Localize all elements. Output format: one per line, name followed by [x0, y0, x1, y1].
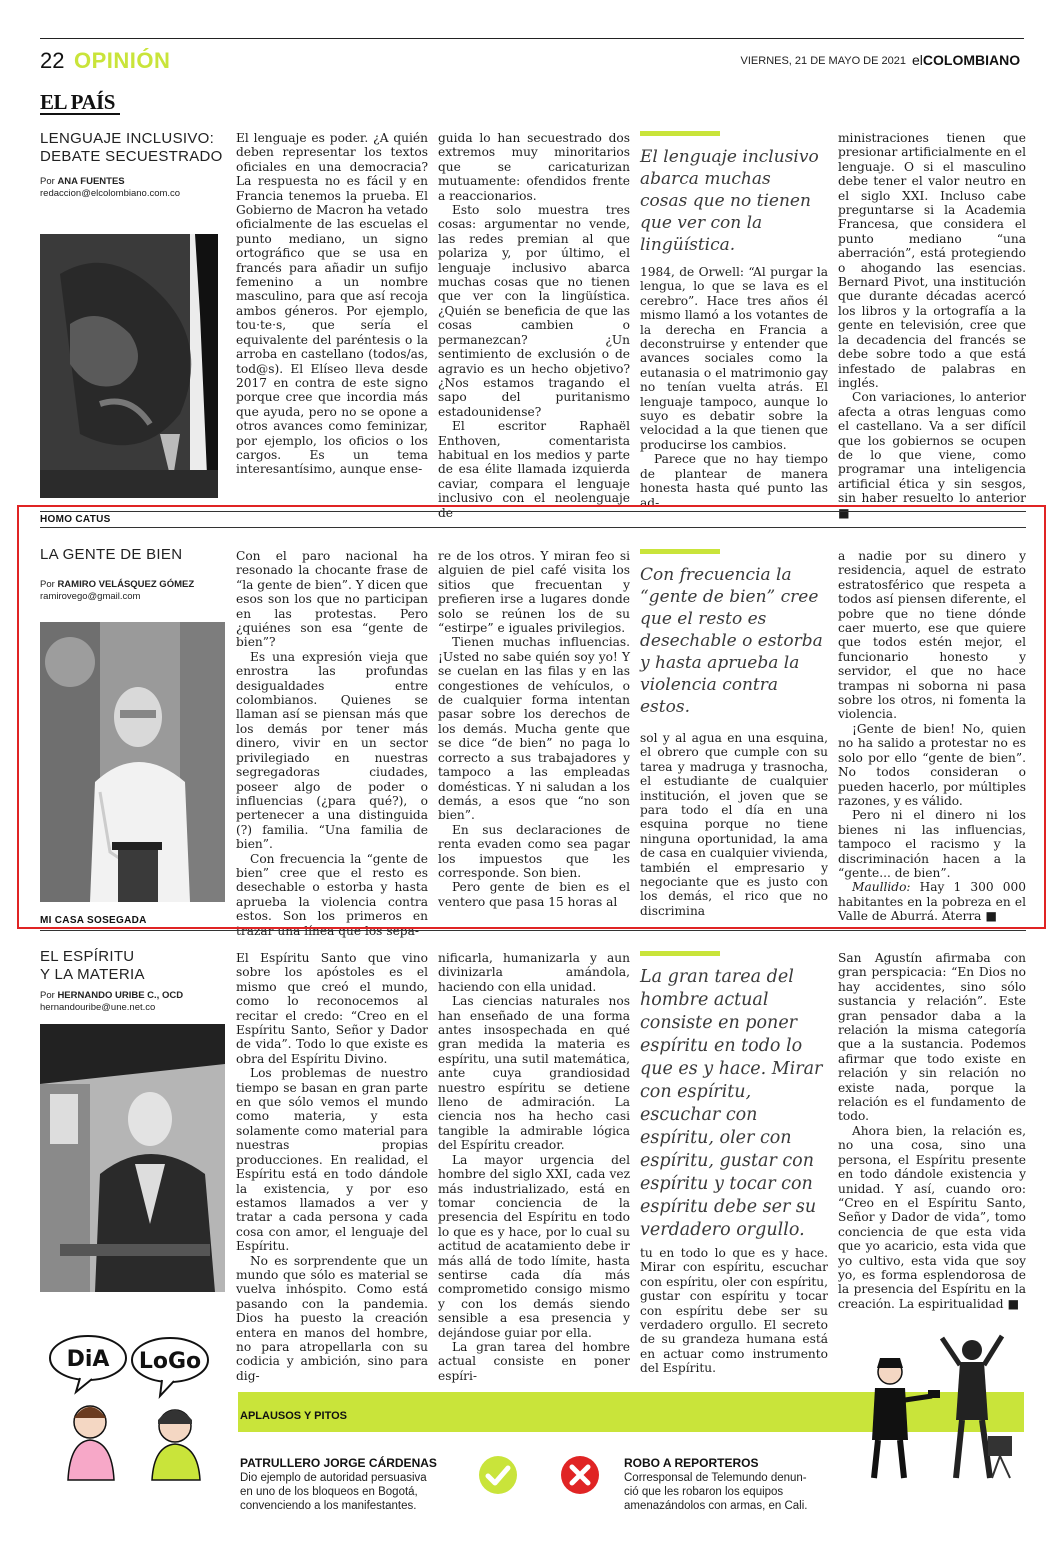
aplausos-good-text [240, 1471, 470, 1513]
article1-column3 [640, 265, 828, 510]
author-portrait-icon [40, 1024, 225, 1292]
article3-paragraph: La gran tarea del hombre actual consiste en poner espíri- [438, 1339, 630, 1383]
article2-paragraph: Tienen muchas influencias. ¡Usted no sabe quién soy yo! Y se cuelan en las filas y en las congestiones de vehículos, o de cualquier forma intentan pasar sobre los derechos de los demás. Mucha gente que se dice “de bien” no paga lo correcto a sus trabajadores y tampoco a las empleadas domésticas. Y ni saludan a los demás, a esos que “no son bien”. [438, 635, 630, 823]
dialogo-cartoon-icon [40, 1330, 225, 1480]
article1-paragraph: El escritor Raphaël Enthoven, comentarista habitual en los medios y parte de esa élite llamada izquierda caviar, compara el lenguaje inclusivo con el neolenguaje de [438, 419, 630, 520]
article2-author: RAMIRO VELÁSQUEZ GÓMEZ [57, 579, 195, 590]
article3-paragraph: Las ciencias naturales nos han enseñado de una forma antes insospechada en qué gran medida la materia es espíritu, una sutil matemática, ante cuya grandiosidad nuestro espíritu se detiene lleno de admiración. La ciencia nos ha hecho casi tangible la admirable lógica del Espíritu creador. [438, 994, 630, 1153]
article1-email[interactable]: redaccion@elcolombiano.com.co [40, 188, 181, 199]
article3-column1 [236, 951, 428, 1383]
aplausos-good-line: Dio ejemplo de autoridad persuasiva [240, 1472, 427, 1484]
article2-by: Por [40, 579, 58, 590]
article1-title [40, 130, 225, 166]
article2-paragraph: a nadie por su dinero y residencia, aquel de estrato estratosférico que respeta a todos así piensen diferente, el pobre que no tiene dónde caer muerto, ese que quiere que todos estén mejor, el funcionario honesto y servidor, el que no hace trampas ni soborna ni pasa sobre los otros, ni fomenta la violencia. [838, 549, 1026, 722]
article3-by: Por [40, 990, 58, 1001]
dialogo-cartoon [40, 1330, 225, 1480]
article1-paragraph: guida lo han secuestrado dos extremos muy minoritarios que se caricaturizan mutuamente: ofendidos frente a reaccionarios. [438, 131, 630, 203]
article3-column4 [838, 951, 1026, 1311]
check-icon [478, 1455, 518, 1495]
top-rule [40, 38, 1024, 39]
article3-paragraph: No es sorprendente que un mundo que sólo es material se vuelva inhóspito. Como está pasando con la pandemia. Dios ha puesto la creación entera en manos del hombre, no para atropellarla con su codicia y ambición, sino para dig- [236, 1253, 428, 1383]
article2-paragraph: Es una expresión vieja que enrostra las profundas desigualdades entre colombianos. Quienes se llaman así se piensan más que los demás por tener más dinero, vivir en un sector privilegiado en nuestras segregadoras ciudades, poseer algo de poder o influencias (¿para qué?), o pertenecer a una distinguida (?) familia. “Una familia de bien”. [236, 649, 428, 852]
maullido-label: Maullido: [852, 880, 911, 895]
article3-pull-quote: La gran tarea del hombre actual consiste en poner espíritu en todo lo que es y hace. Mirar con espíritu, escuchar con espíritu, oler con espíritu, gustar con espíritu y tocar con espíritu debe ser su verdadero orgullo. [640, 967, 823, 1240]
article3-title-line2: Y LA MATERIA [40, 966, 145, 983]
pen-portrait-illustration [40, 234, 218, 498]
article3-title-line1: EL ESPÍRITU [40, 948, 135, 965]
article3-paragraph: Ahora bien, la relación es, no una cosa, sino una persona, el Espíritu presente en todo dándole existencia y unidad. Y así, cuando oro: “Creo en el Espíritu Santo, Señor y Dador de vida”, tomo conciencia de que esta vida que yo acaricio, esta vida que yo cultivo, esta vida que soy yo, es forma esplendorosa de la presencia del Espíritu en la creación. La espiritualidad ■ [838, 1123, 1026, 1311]
article3-byline [40, 990, 235, 1014]
article3-author: HERNANDO URIBE C., OCD [57, 990, 184, 1001]
article2-paragraph: ¡Gente de bien! No, quien no ha salido a protestar no es solo por ello “gente de bien”. No todos consideran o pueden hacerlo, por múltiples razones, y es válido. [838, 721, 1026, 808]
article1-title-line2: DEBATE SECUESTRADO [40, 148, 223, 165]
issue-date: VIERNES, 21 DE MAYO DE 2021 [740, 55, 906, 67]
dialogo-word-a: DiA [66, 1347, 110, 1372]
cross-icon [560, 1455, 600, 1495]
article3-paragraph: El Espíritu Santo que vino sobre los apóstoles es el mismo que creó el mundo, como lo reconocemos al recitar el credo: “Creo en el Espíritu Santo, Señor y Dador de vida”. Todo lo que existe es obra del Espíritu Divino. [236, 951, 428, 1066]
source-logo: EL PAÍS [40, 90, 115, 114]
article1-quote-bar [640, 131, 720, 136]
page-number: 22 [40, 48, 65, 73]
article2-paragraph: re de los otros. Y miran feo si alguien de piel café visita los sitios que frecuentan y prefieren irse a lugares donde solo se reúnen los de su “estirpe” e iguales privilegios. [438, 549, 630, 636]
article3-paragraph: tu en todo lo que es y hace. Mirar con espíritu, escuchar con espíritu, oler con espíritu, gustar con espíritu y tocar con espíritu debe ser su verdadero orgullo. El secreto de su grandeza humana está en actuar como instrumento del Espíritu. [640, 1246, 828, 1376]
divider [40, 930, 1026, 931]
brand-main: COLOMBIANO [922, 52, 1021, 68]
aplausos-good-title: PATRULLERO JORGE CÁRDENAS [240, 1456, 437, 1470]
dialogo-word-b: LoGo [138, 1349, 202, 1374]
article1-pull-quote: El lenguaje inclusivo abarca muchas cosas que no tienen que ver con la lingüística. [640, 147, 819, 255]
article1-paragraph: ministraciones tienen que presionar artificialmente en el lenguaje. O si el masculino debe tener el valor neutro en el siglo XXI. Incluso cabe preguntarse si la Academia Francesa, que considera el punto mediano “una aberración”, está protegiendo o ahogando las esencias. Bernard Pivot, una institución que durante décadas acercó los libros y la ortografía a la gente en televisión, cree que la decadencia del francés se debe sobre todo a que está infestado de palabras en inglés. [838, 131, 1026, 390]
article3-column-tag: MI CASA SOSEGADA [40, 915, 147, 926]
article2-paragraph: En sus declaraciones de renta evaden como sea pagar los impuestos que les corresponde. Son bien. [438, 822, 630, 880]
article3-title [40, 948, 225, 984]
article1-by: Por [40, 176, 58, 187]
section-title: OPINIÓN [74, 48, 171, 73]
article1-paragraph: El lenguaje es poder. ¿A quién deben representar los textos oficiales en una democracia? La respuesta no es fácil y en Francia tenemos la prueba. El Gobierno de Macron ha vetado oficialmente de las escuelas el punto mediano, un signo ortográfico que se usa en francés para añadir un sufijo femenino a un nombre masculino, para que así recoja ambos géneros. Por ejemplo, tou·te·s, que sería el equivalente del paréntesis o la arroba en castellano (todos/as, tod@s). El Elíseo lleva desde 2017 en contra de este signo porque cree que incordia más que ayuda, pero no se opone a otros avances como feminizar, por ejemplo, los oficios o los cargos. Es un tema interesantísimo, aunque ense- [236, 131, 428, 477]
aplausos-bad-line: Corresponsal de Telemundo denun- [624, 1472, 807, 1484]
article3-column3 [640, 1246, 828, 1376]
article3-email[interactable]: hernandouribe@une.net.co [40, 1002, 156, 1013]
article1-author: ANA FUENTES [57, 176, 125, 187]
article3-column2 [438, 951, 630, 1383]
article2-paragraph: Pero gente de bien es el ventero que pasa 15 horas al [438, 880, 630, 909]
article1-paragraph: Esto solo muestra tres cosas: argumentar no vende, las redes premian al que polariza y, por último, el lenguaje inclusivo abarca muchas cosas que no tienen que ver con la lingüística. ¿Quién se beneficia de que las cosas cambien o permanezcan? ¿Un sentimiento de exclusión o de agravio es un hecho objetivo? ¿Nos estamos tragando el sapo del puritanismo estadounidense? [438, 203, 630, 419]
aplausos-good-line: en uno de los bloqueos en Bogotá, [240, 1486, 418, 1498]
article3-paragraph: nificarla, humanizarla y aun divinizarla amándola, haciendo con ella unidad. [438, 951, 630, 994]
article2-paragraph: Con el paro nacional ha resonado la chocante frase de “la gente de bien”. Y dicen que esos son los que no participan en las protestas. Pero ¿quiénes son esa “gente de bien”? [236, 549, 428, 650]
article3-paragraph: San Agustín afirmaba con gran perspicacia: “En Dios no hay accidentes, sino sólo sustancia y relación”. Este gran pensador daba a la relación la misma categoría que a la sustancia. Podemos afirmar que todo existe en relación y sin relación no existe nada, porque la relación es el fundamento de todo. [838, 951, 1026, 1124]
article3-quote-bar [640, 951, 720, 956]
article2-column-tag: HOMO CATUS [40, 514, 111, 525]
aplausos-bad-title: ROBO A REPORTEROS [624, 1456, 759, 1470]
article1-paragraph: Parece que no hay tiempo de plantear de manera honesta hasta qué punto las ad- [640, 452, 828, 510]
article1-column2 [438, 131, 630, 520]
brand-prefix: el [912, 52, 923, 68]
article1-paragraph: Con variaciones, lo anterior afecta a otras lenguas como el castellano. Va a ser difícil que los gobiernos se ocupen de lo que viene, como programar una inteligencia artificial ética y sin sesgos, sin haber resuelto lo anterior ■ [838, 390, 1026, 520]
article1-paragraph: 1984, de Orwell: “Al purgar la lengua, lo que se lava es el cerebro”. Hace tres años él mismo llamó a los votantes de la derecha en Francia a deconstruirse y entender que avances sociales como la eutanasia o el matrimonio gay no tenían vuelta atrás. El lenguaje tampoco, aunque lo suyo es debatir sobre la velocidad a la que tienen que producirse los cambios. [640, 265, 828, 452]
article1-title-line1: LENGUAJE INCLUSIVO: [40, 130, 215, 147]
article2-paragraph: Con frecuencia la “gente de bien” cree que el resto es desechable o estorba y hasta aprueba la violencia contra estos. Son los primeros en trazar una línea que los sepa- [236, 851, 428, 938]
aplausos-bad-line: amenazándolos con armas, en Cali. [624, 1500, 808, 1512]
highlight-frame [17, 505, 1046, 929]
robbery-cartoon-icon [860, 1330, 1024, 1480]
article2-paragraph: Hay 1 300 000 habitantes en la pobreza en el Valle de Aburrá. Aterra ■ [838, 880, 1026, 924]
article2-paragraph: Pero ni el dinero ni los bienes ni las influencias, tampoco el racismo y la discriminación hacen a la “gente... de bien”. [838, 808, 1026, 880]
article3-paragraph: La mayor urgencia del hombre del siglo XXI, cada vez más industrializado, está en tomar conciencia de la presencia del Espíritu en todo lo que es y hace, por lo cual su actitud de acatamiento debe ir más allá de todo límite, hasta sentirse cada día más comprometido consigo mismo y con los demás siendo sensible a esa presencia y dejándose guiar por ella. [438, 1152, 630, 1340]
article2-paragraph: sol y al agua en una esquina, el obrero que cumple con su tarea y madruga y trasnocha, el estudiante de cualquier institución, el joven que se para todo el día en una esquina porque no tiene ninguna oportunidad, la ama de casa en cualquier vivienda, también el empresario y negociante que es justo con los demás, el rico que no discrimina [640, 731, 828, 918]
aplausos-good-line: convenciendo a los manifestantes. [240, 1500, 417, 1512]
robbery-cartoon [860, 1330, 1024, 1480]
newspaper-brand [912, 52, 1020, 68]
aplausos-title: APLAUSOS Y PITOS [240, 1410, 347, 1422]
source-rule [40, 113, 120, 115]
article3-author-photo [40, 1024, 225, 1292]
article1-column4 [838, 131, 1026, 520]
article1-column1 [236, 131, 428, 501]
aplausos-bad-text [624, 1471, 854, 1513]
article2-pull-quote: Con frecuencia la “gente de bien” cree que el resto es desechable o estorba y hasta aprueba la violencia contra estos. [640, 565, 823, 717]
article2-email[interactable]: ramirovego@gmail.com [40, 591, 141, 602]
article2-title: LA GENTE DE BIEN [40, 546, 183, 563]
aplausos-bad-line: ció que les robaron los equipos [624, 1486, 784, 1498]
article3-paragraph: Los problemas de nuestro tiempo se basan en gran parte en que sólo vemos el mundo como materia, y esta solamente como material para nuestras propias producciones. En realidad, el Espíritu está en todo dándole la existencia, y por eso estamos llamados a ver y tratar a cada persona y cada cosa con amor, el lenguaje del Espíritu. [236, 1066, 428, 1254]
article1-byline [40, 176, 230, 200]
article1-illustration [40, 234, 218, 498]
